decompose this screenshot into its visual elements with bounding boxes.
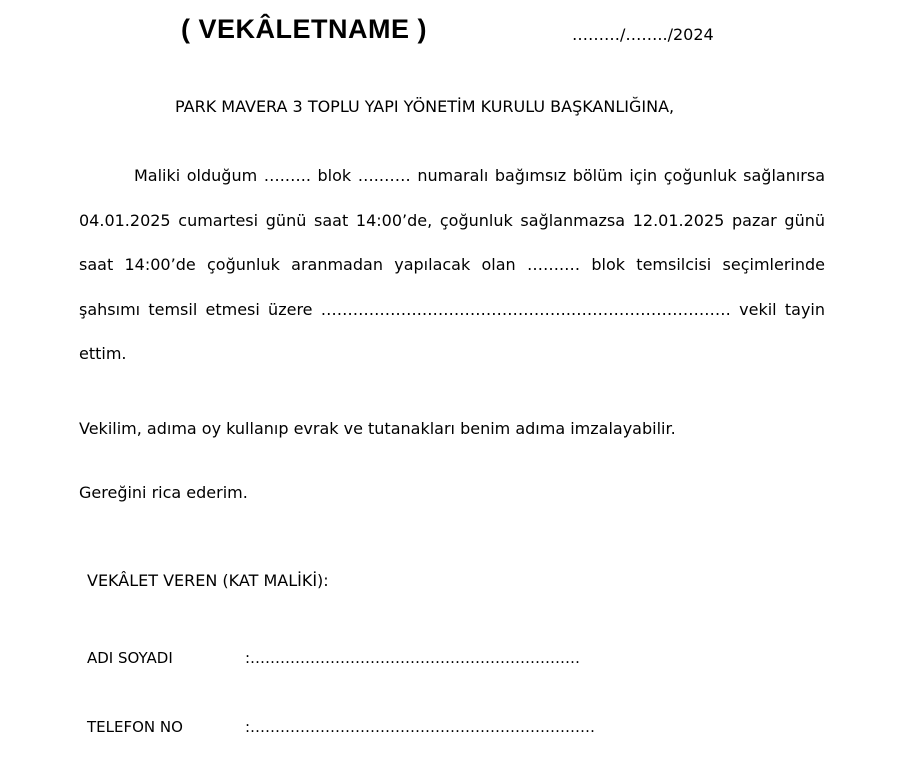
name-field-value: :………………………………………………………… [245,649,581,667]
phone-field-value: :…………………………………………………………… [245,718,596,736]
phone-field-label: TELEFON NO [87,718,183,736]
document-title: ( VEKÂLETNAME ) [181,14,427,44]
grantor-heading: VEKÂLET VEREN (KAT MALİKİ): [87,571,329,590]
name-field-row [87,649,580,667]
proxy-authority-text: Vekilim, adıma oy kullanıp evrak ve tutanakları benim adıma imzalayabilir. [79,419,676,438]
addressee: PARK MAVERA 3 TOPLU YAPI YÖNETİM KURULU BAŞKANLIĞINA, [175,97,675,116]
closing-text: Gereğini rica ederim. [79,483,248,502]
date-line: ………/……../2024 [572,25,714,44]
phone-field-row [87,718,595,736]
name-field-label: ADI SOYADI [87,649,173,667]
body-paragraph: Maliki olduğum ….….. blok ….…… numaralı bağımsız bölüm için çoğunluk sağlanırsa 04.01.2025 cumartesi günü saat 14:00’de, çoğunluk sağlanmazsa 12.01.2025 pazar günü saat 14:00’de çoğunluk aranmadan yapılacak olan …….… blok temsilcisi seçimlerinde şahsımı temsil etmesi üzere ……………….……………………….………………………… vekil tayin ettim. [79,166,825,363]
